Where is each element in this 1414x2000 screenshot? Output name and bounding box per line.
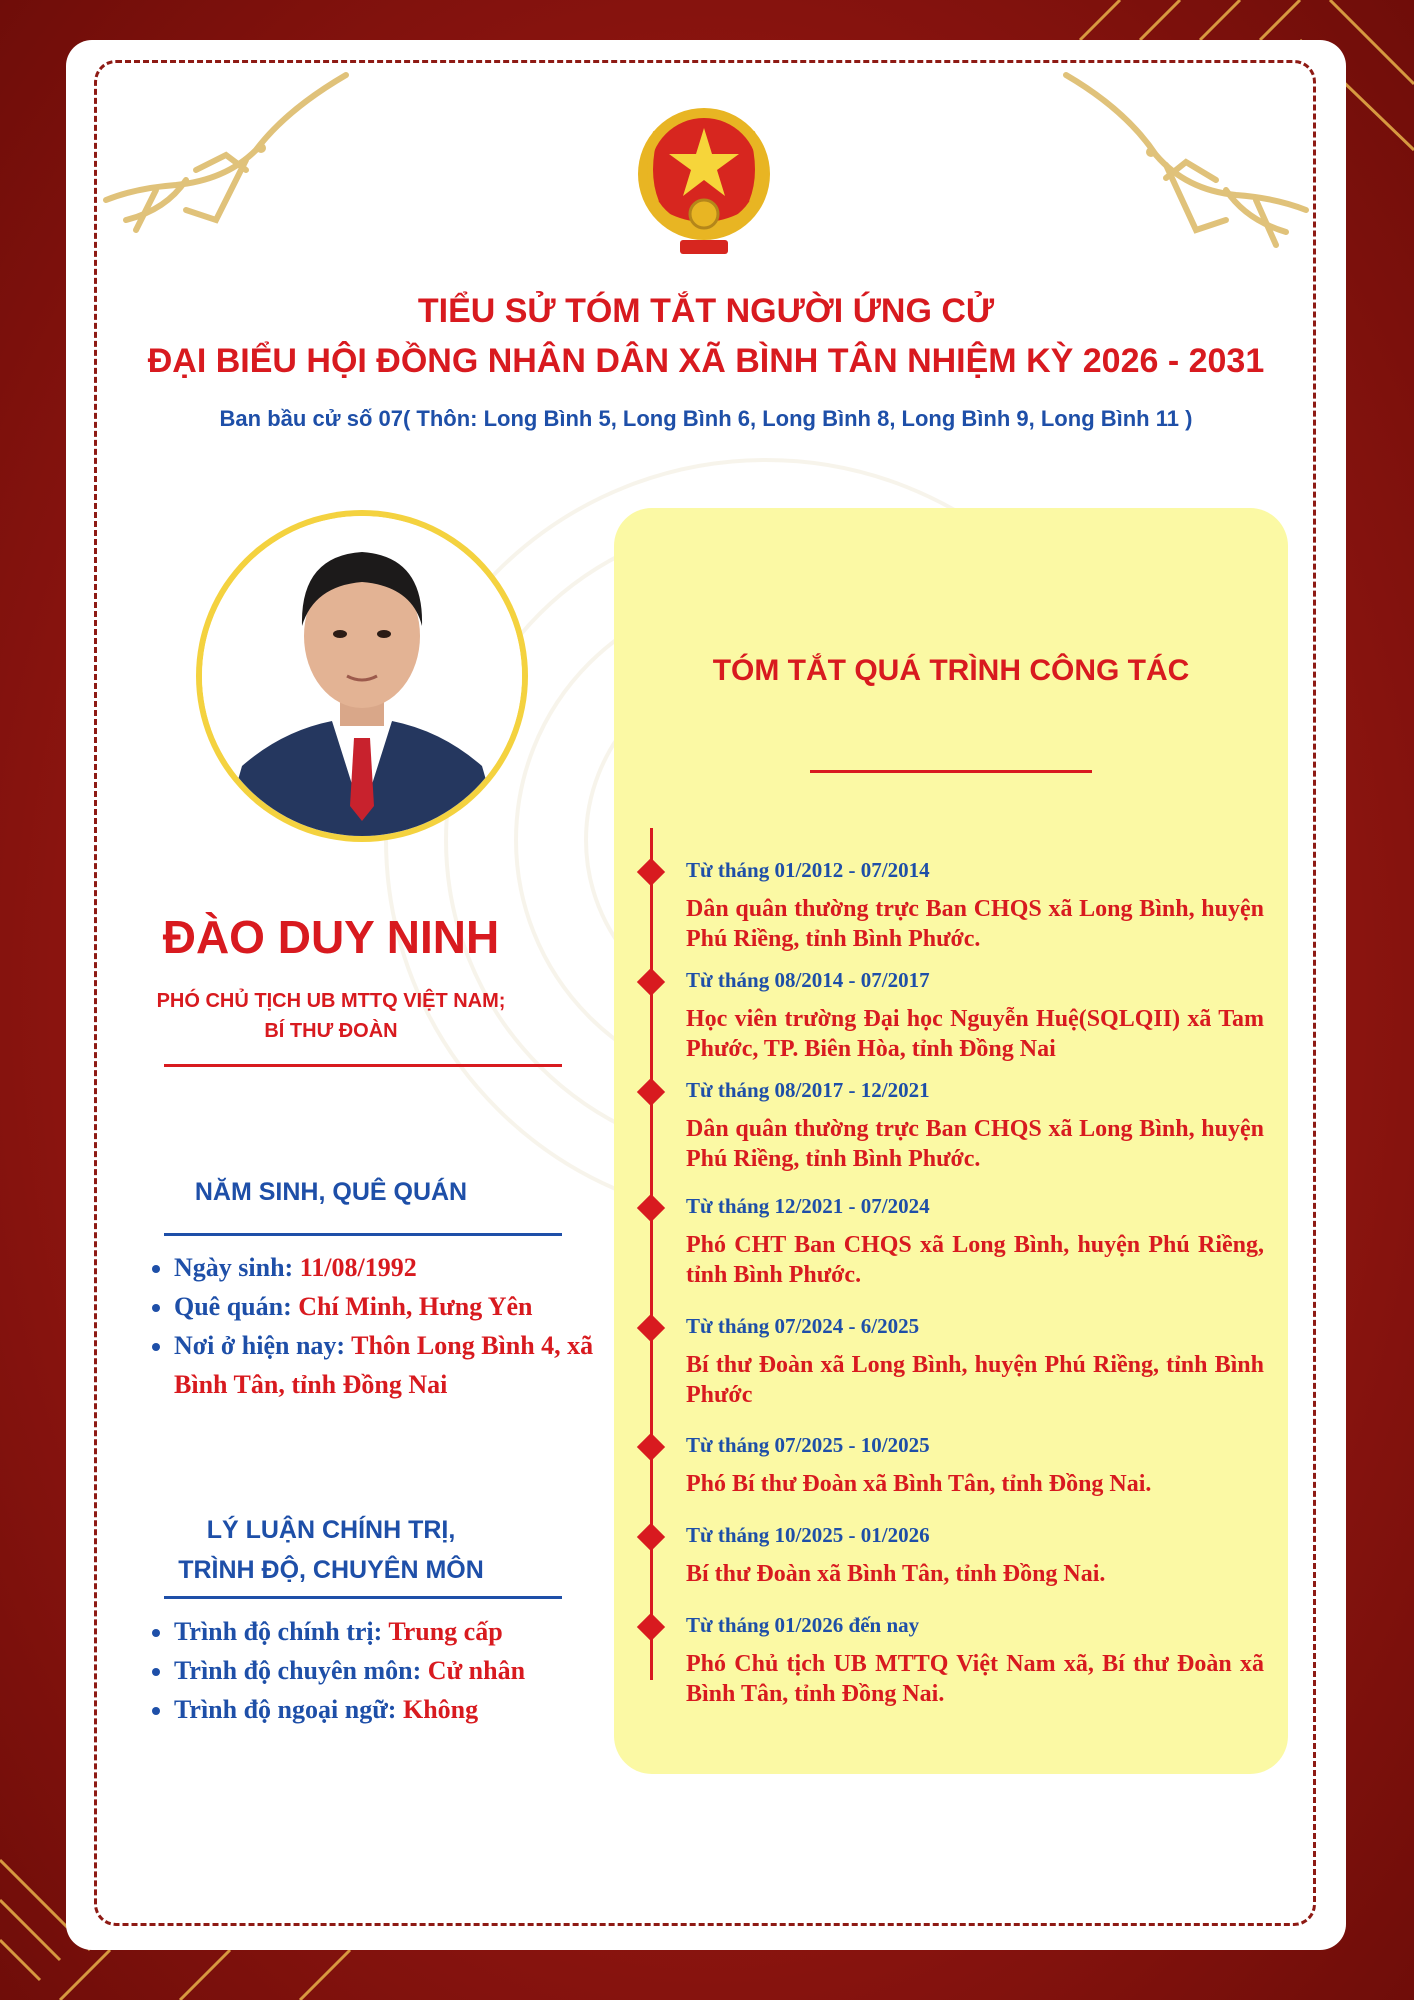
timeline-description: Phó Chủ tịch UB MTTQ Việt Nam xã, Bí thư Đoàn xã Bình Tân, tỉnh Đồng Nai. [686, 1651, 1264, 1707]
timeline-period: Từ tháng 01/2012 - 07/2014 [686, 858, 930, 882]
info-value: Không [402, 1695, 479, 1724]
candidate-position [106, 986, 556, 1046]
list-item [174, 1612, 624, 1651]
timeline-period: Từ tháng 01/2026 đến nay [686, 1613, 920, 1637]
list-item [174, 1326, 624, 1404]
timeline-period: Từ tháng 07/2024 - 6/2025 [686, 1314, 920, 1338]
timeline-description: Bí thư Đoàn xã Bình Tân, tỉnh Đồng Nai. [686, 1561, 1106, 1587]
timeline-marker-icon [637, 1078, 665, 1106]
info-label: Trình độ chính trị: [174, 1617, 389, 1646]
document-title: TIỂU SỬ TÓM TẮT NGƯỜI ỨNG CỬ [417, 292, 995, 330]
timeline-description: Phó Bí thư Đoàn xã Bình Tân, tỉnh Đồng Nai. [686, 1471, 1152, 1497]
position-line-1: PHÓ CHỦ TỊCH UB MTTQ VIỆT NAM; [156, 990, 506, 1012]
candidate-name: ĐÀO DUY NINH [162, 911, 500, 963]
heading-line-2: TRÌNH ĐỘ, CHUYÊN MÔN [178, 1556, 484, 1584]
list-item [174, 1651, 624, 1690]
info-value: 11/08/1992 [299, 1253, 417, 1282]
info-label: Trình độ ngoại ngữ: [174, 1695, 403, 1724]
list-item [174, 1248, 624, 1287]
timeline-period: Từ tháng 08/2017 - 12/2021 [686, 1078, 930, 1102]
qualification-list [140, 1612, 624, 1729]
timeline-period: Từ tháng 08/2014 - 07/2017 [686, 968, 930, 992]
national-emblem-icon [636, 102, 772, 270]
timeline-marker-icon [637, 1314, 665, 1342]
timeline-description: Dân quân thường trực Ban CHQS xã Long Bình, huyện Phú Riềng, tỉnh Bình Phước. [686, 1116, 1264, 1172]
profile-card [66, 40, 1346, 1950]
document-title-line2: ĐẠI BIỂU HỘI ĐỒNG NHÂN DÂN XÃ BÌNH TÂN NHIỆM KỲ 2026 - 2031 [147, 342, 1265, 380]
timeline-marker-icon [637, 1194, 665, 1222]
timeline-description: Dân quân thường trực Ban CHQS xã Long Bình, huyện Phú Riềng, tỉnh Bình Phước. [686, 896, 1264, 952]
position-line-2: BÍ THƯ ĐOÀN [264, 1020, 398, 1042]
timeline-description: Bí thư Đoàn xã Long Bình, huyện Phú Riềng, tỉnh Bình Phước [686, 1352, 1264, 1408]
qualification-section-heading [106, 1510, 556, 1590]
info-value: Chí Minh, Hưng Yên [298, 1292, 533, 1321]
timeline-period: Từ tháng 12/2021 - 07/2024 [686, 1194, 930, 1218]
divider [164, 1596, 562, 1599]
divider [164, 1233, 562, 1236]
divider [164, 1064, 562, 1067]
election-unit: Ban bầu cử số 07( Thôn: Long Bình 5, Long Bình 6, Long Bình 8, Long Bình 9, Long Bình 11 ) [219, 406, 1193, 431]
divider [810, 770, 1092, 773]
timeline-marker-icon [637, 1523, 665, 1551]
timeline-description: Học viên trường Đại học Nguyễn Huệ(SQLQII) xã Tam Phước, TP. Biên Hòa, tỉnh Đồng Nai [686, 1006, 1264, 1062]
info-label: Nơi ở hiện nay: [174, 1331, 352, 1360]
birth-section-heading: NĂM SINH, QUÊ QUÁN [194, 1178, 468, 1206]
timeline-marker-icon [637, 858, 665, 886]
info-value: Trung cấp [388, 1617, 503, 1646]
timeline-period: Từ tháng 10/2025 - 01/2026 [686, 1523, 930, 1547]
work-history-heading: TÓM TẮT QUÁ TRÌNH CÔNG TÁC [712, 654, 1190, 687]
crane-left-icon [96, 70, 356, 240]
heading-line-1: LÝ LUẬN CHÍNH TRỊ, [206, 1516, 456, 1544]
timeline-period: Từ tháng 07/2025 - 10/2025 [686, 1433, 930, 1457]
info-label: Quê quán: [174, 1292, 299, 1321]
timeline-marker-icon [637, 968, 665, 996]
timeline-description: Phó CHT Ban CHQS xã Long Bình, huyện Phú Riềng, tỉnh Bình Phước. [686, 1232, 1264, 1288]
info-label: Trình độ chuyên môn: [174, 1656, 428, 1685]
candidate-photo-frame [196, 510, 528, 842]
info-label: Ngày sinh: [174, 1253, 300, 1282]
list-item [174, 1690, 624, 1729]
work-history-panel [614, 508, 1288, 1774]
crane-right-icon [1056, 70, 1316, 260]
list-item [174, 1287, 624, 1326]
info-value: Thôn Long Bình 4, xã Bình Tân, tỉnh Đồng Nai [174, 1331, 594, 1399]
birth-info-list [140, 1248, 624, 1404]
timeline-marker-icon [637, 1433, 665, 1461]
timeline-marker-icon [637, 1613, 665, 1641]
timeline-line [650, 828, 653, 1680]
info-value: Cử nhân [427, 1656, 526, 1685]
candidate-photo [202, 516, 522, 836]
